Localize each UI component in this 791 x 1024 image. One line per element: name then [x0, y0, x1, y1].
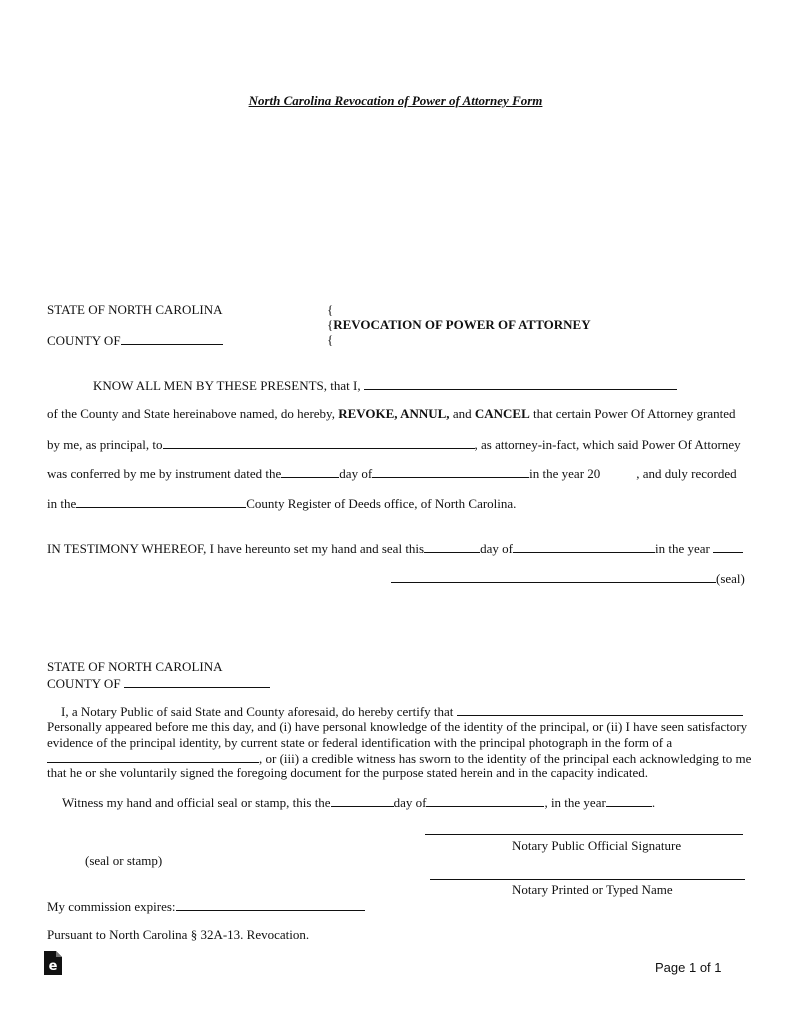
notary-county-line [47, 675, 270, 692]
testimony-day-blank[interactable] [424, 540, 480, 553]
witness-day-blank[interactable] [331, 794, 394, 807]
revoke-and: and [452, 406, 472, 421]
revoke-text-a: of the County and State hereinabove named, do hereby, [47, 406, 335, 421]
document-logo-icon [44, 951, 62, 975]
notary-p3: evidence of the principal identity, by current state or federal identification with the principal photograph in the form of a [47, 735, 673, 750]
instrument-day-blank[interactable] [281, 465, 339, 478]
county-label: COUNTY OF [47, 333, 121, 348]
cancel-bold: CANCEL [474, 406, 530, 421]
testimony-text-a: IN TESTIMONY WHEREOF, I have hereunto set my hand and seal this [47, 541, 425, 556]
testimony-text-b: day of [480, 541, 513, 556]
identification-form-blank[interactable] [47, 750, 259, 763]
caption-heading [327, 317, 591, 333]
know-all-text: KNOW ALL MEN BY THESE PRESENTS, that I, [93, 378, 361, 393]
register-text-b: County Register of Deeds office, of North Carolina. [246, 496, 517, 511]
principal-signature-line [391, 570, 745, 587]
instrument-text-d: , and duly recorded [636, 466, 737, 481]
instrument-text-a: was conferred by me by instrument dated the [47, 466, 282, 481]
instrument-line [47, 465, 737, 482]
know-all-line [93, 377, 677, 394]
seal-label: (seal) [716, 571, 745, 586]
testimony-year-blank[interactable] [713, 540, 743, 553]
commission-label: My commission expires: [47, 899, 176, 914]
instrument-month-blank[interactable] [372, 465, 529, 478]
notary-p2: Personally appeared before me this day, and (i) have personal knowledge of the identity of the principal, or (ii) I have seen satisfactory [47, 719, 748, 734]
instrument-text-b: day of [339, 466, 373, 481]
notary-name-label: Notary Printed or Typed Name [512, 882, 673, 897]
notary-county-blank[interactable] [124, 675, 270, 688]
witness-month-blank[interactable] [426, 794, 544, 807]
instrument-text-c: in the year 20 [529, 466, 601, 481]
principal-name-blank[interactable] [364, 377, 677, 390]
notary-certify-text: I, a Notary Public of said State and County aforesaid, do hereby certify that [61, 704, 454, 719]
county-blank[interactable] [121, 332, 223, 345]
state-caption: STATE OF NORTH CAROLINA [47, 302, 223, 317]
register-county-blank[interactable] [76, 495, 246, 508]
witness-text-b: day of [393, 795, 427, 810]
commission-line [47, 898, 365, 915]
commission-date-blank[interactable] [176, 898, 365, 911]
attorney-name-blank[interactable] [163, 436, 475, 449]
witness-year-blank[interactable] [606, 794, 652, 807]
witness-text-c: , in the year [544, 795, 606, 810]
document-title: North Carolina Revocation of Power of Attorney Form [248, 93, 543, 108]
page-number: Page 1 of 1 [655, 960, 722, 975]
revoke-text-e: that certain Power Of Attorney granted [533, 406, 736, 421]
notary-p4-text: , or (iii) a credible witness has sworn to the identity of the principal each acknowledging to me [259, 751, 752, 766]
notary-state: STATE OF NORTH CAROLINA [47, 659, 223, 674]
attorney-text-b: , as attorney-in-fact, which said Power Of Attorney [474, 437, 741, 452]
testimony-month-blank[interactable] [513, 540, 655, 553]
pursuant-statute: Pursuant to North Carolina § 32A-13. Revocation. [47, 927, 310, 942]
notary-p5: that he or she voluntarily signed the foregoing document for the purpose stated herein and in the capacity indicated. [47, 765, 649, 780]
revoke-annul-bold: REVOKE, ANNUL, [338, 406, 450, 421]
svg-text:e: e [48, 959, 58, 974]
notary-signature-label: Notary Public Official Signature [512, 838, 682, 853]
notary-signature-line[interactable] [425, 834, 743, 835]
notary-name-line[interactable] [430, 879, 745, 880]
principal-signature-blank[interactable] [391, 570, 716, 583]
notary-county-label: COUNTY OF [47, 676, 121, 691]
witness-text-d: . [651, 795, 656, 810]
attorney-text-a: by me, as principal, to [47, 437, 163, 452]
attorney-line [47, 436, 741, 453]
witness-text-a: Witness my hand and official seal or stamp, this the [62, 795, 331, 810]
revocation-heading: REVOCATION OF POWER OF ATTORNEY [333, 317, 591, 332]
brace-mid: { [327, 317, 334, 332]
brace-bottom: { [327, 332, 334, 347]
seal-stamp-label: (seal or stamp) [85, 853, 163, 868]
notary-certify-line [61, 703, 743, 720]
witness-line [62, 794, 655, 811]
notary-principal-blank[interactable] [457, 703, 743, 716]
testimony-line [47, 540, 743, 557]
register-line [47, 495, 516, 512]
register-text-a: in the [47, 496, 77, 511]
revoke-line [47, 406, 736, 422]
county-caption [47, 332, 223, 349]
testimony-text-c: in the year [654, 541, 710, 556]
brace-top: { [327, 302, 334, 317]
